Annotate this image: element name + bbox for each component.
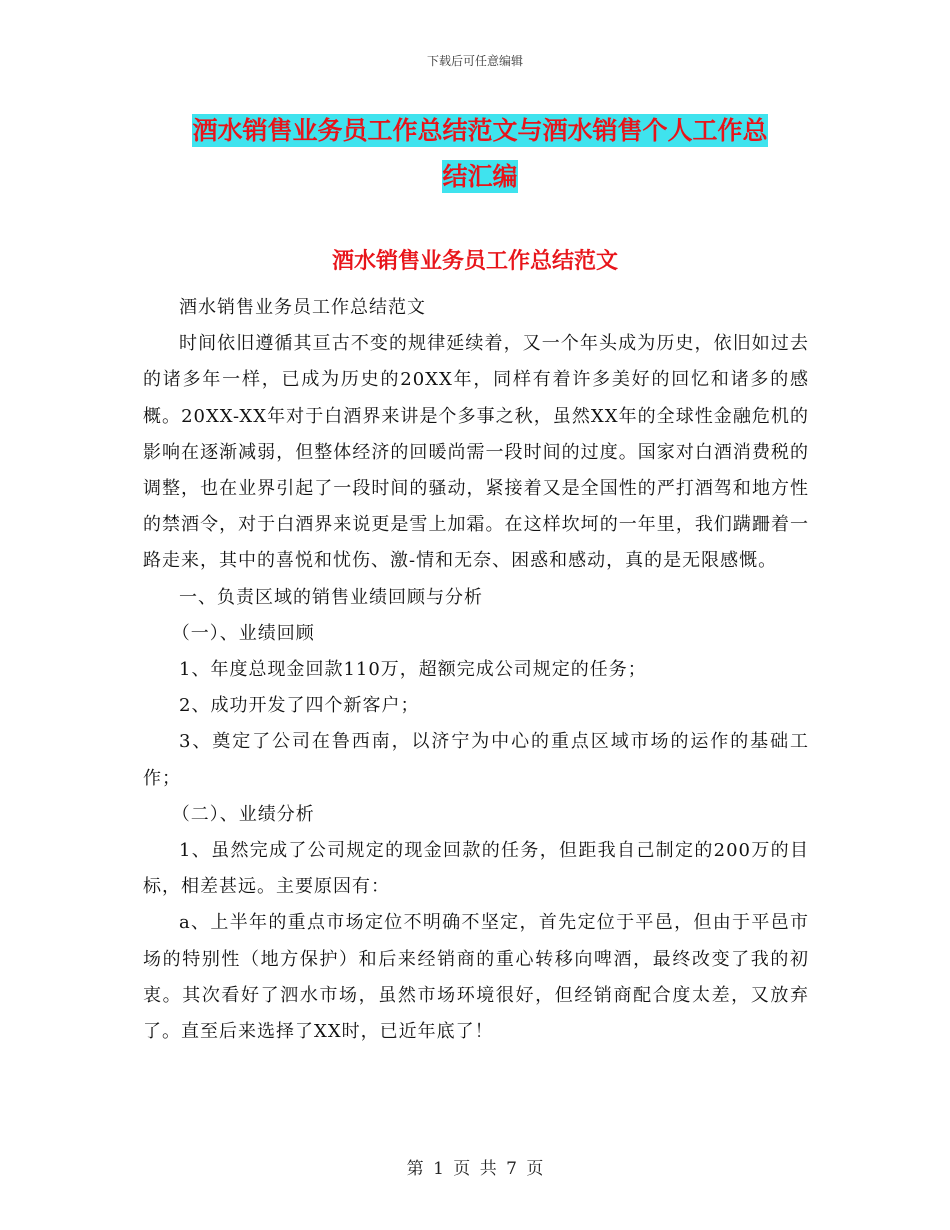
paragraph: 2、成功开发了四个新客户；	[179, 695, 420, 717]
paragraph: （一）、业绩回顾	[171, 622, 315, 644]
paragraph: 1、虽然完成了公司规定的现金回款的任务，但距我自己制定的200万的目标，相差甚远。主要原因有：	[143, 840, 809, 898]
paragraph: 酒水销售业务员工作总结范文	[179, 297, 426, 318]
paragraph: a、上半年的重点市场定位不明确不坚定，首先定位于平邑，但由于平邑市场的特别性（地方保护）和后来经销商的重心转移向啤酒，最终改变了我的初衷。其次看好了泗水市场，虽然市场环境很好，但经销商配合度太差，又放弃了。直至后来选择了XX时，已近年底了！	[143, 912, 809, 1043]
page-number: 第 1 页 共 7 页	[406, 1159, 544, 1179]
document-body	[143, 290, 809, 1050]
section-title: 酒水销售业务员工作总结范文	[331, 249, 618, 274]
paragraph: 1、年度总现金回款110万，超额完成公司规定的任务；	[179, 659, 647, 681]
main-title-line1: 酒水销售业务员工作总结范文与酒水销售个人工作总	[192, 116, 768, 145]
main-title-line2: 结汇编	[442, 162, 518, 191]
paragraph: （二）、业绩分析	[171, 803, 315, 825]
paragraph: 一、负责区域的销售业绩回顾与分析	[179, 586, 483, 608]
main-title	[140, 108, 820, 200]
paragraph: 时间依旧遵循其亘古不变的规律延续着，又一个年头成为历史，依旧如过去的诸多年一样，已成为历史的20XX年，同样有着许多美好的回忆和诸多的感概。20XX-XX年对于白酒界来讲是个多事之秋，虽然XX年的全球性金融危机的影响在逐渐减弱，但整体经济的回暖尚需一段时间的过度。国家对白酒消费税的调整，也在业界引起了一段时间的骚动，紧接着又是全国性的严打酒驾和地方性的禁酒令，对于白酒界来说更是雪上加霜。在这样坎坷的一年里，我们蹒跚着一路走来，其中的喜悦和忧伤、激-情和无奈、困惑和感动，真的是无限感慨。	[143, 333, 809, 572]
paragraph: 3、奠定了公司在鲁西南，以济宁为中心的重点区域市场的运作的基础工作；	[143, 731, 809, 789]
page-header-note: 下载后可任意编辑	[426, 54, 523, 68]
